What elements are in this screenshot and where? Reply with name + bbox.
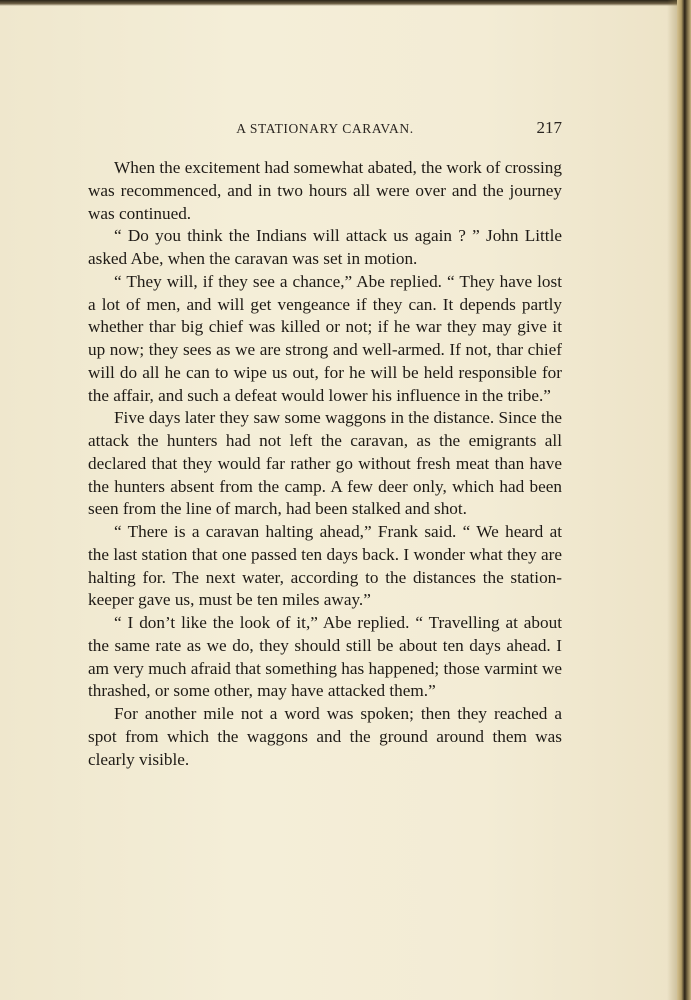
paragraph: “ There is a caravan halting ahead,” Frank said. “ We heard at the last station that one passed ten days back. I wonder what they are halting for. The next water, according to the distances the station-keeper gave us, must be ten miles away.” <box>88 522 562 610</box>
page-header <box>88 118 562 140</box>
page-number: 217 <box>536 118 562 137</box>
paragraph: “ Do you think the Indians will attack us again ? ” John Little asked Abe, when the caravan was set in motion. <box>88 226 562 268</box>
paragraph: “ I don’t like the look of it,” Abe replied. “ Travelling at about the same rate as we do, they should still be about ten days ahead. I am very much afraid that something has happened; those varmint we thrashed, or some other, may have attacked them.” <box>88 613 562 701</box>
page-top-edge <box>0 0 691 6</box>
binding-shadow <box>667 0 677 1000</box>
paragraph: “ They will, if they see a chance,” Abe replied. “ They have lost a lot of men, and will get vengeance if they can. It depends partly whether thar big chief was killed or not; if he war they may give it up now; they sees as we are strong and well-armed. If not, thar chief will do all he can to wipe us out, for he will be held responsible for the affair, and such a defeat would lower his influence in the tribe.” <box>88 271 562 405</box>
running-head: A STATIONARY CARAVAN. <box>236 121 414 136</box>
paragraph: Five days later they saw some waggons in the distance. Since the attack the hunters had not left the caravan, as the emigrants all declared that they would far rather go without fresh meat than have the hunters absent from the camp. A few deer only, which had been seen from the line of march, had been stalked and shot. <box>88 408 562 519</box>
paragraph: For another mile not a word was spoken; then they reached a spot from which the waggons and the ground around them was clearly visible. <box>88 704 562 769</box>
body-text <box>88 157 562 771</box>
book-binding-edge <box>677 0 691 1000</box>
paragraph: When the excitement had somewhat abated, the work of crossing was recommenced, and in two hours all were over and the journey was continued. <box>88 158 562 223</box>
